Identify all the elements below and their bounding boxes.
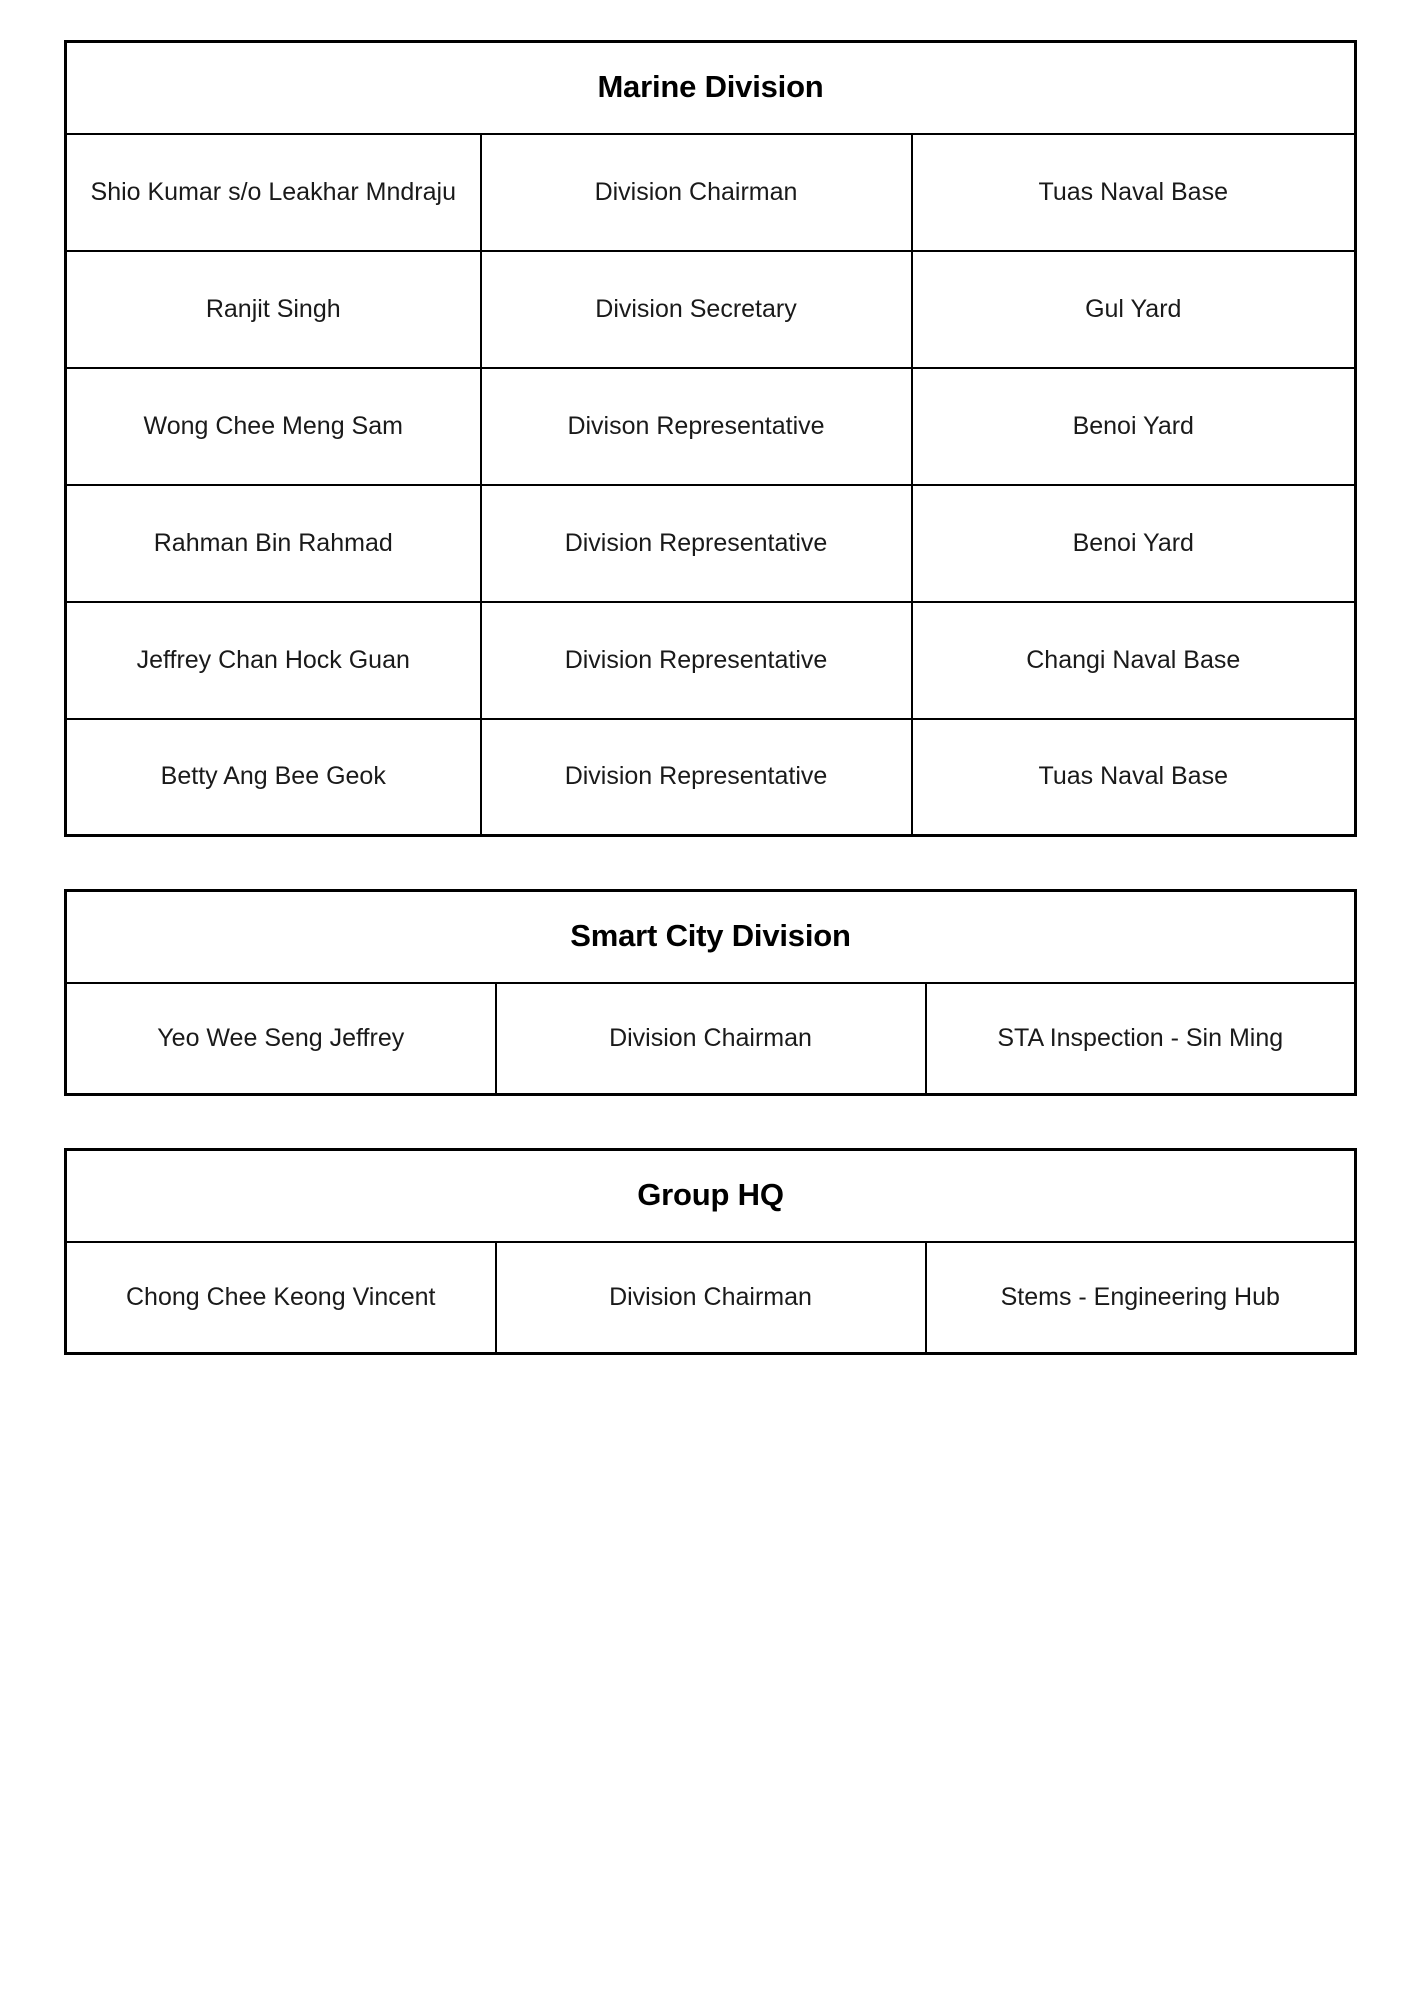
member-name: Wong Chee Meng Sam	[66, 368, 481, 485]
member-name: Shio Kumar s/o Leakhar Mndraju	[66, 134, 481, 251]
member-role: Division Chairman	[481, 134, 912, 251]
member-location: Changi Naval Base	[912, 602, 1356, 719]
division-title: Group HQ	[66, 1150, 1356, 1242]
member-location: STA Inspection - Sin Ming	[926, 983, 1356, 1095]
member-location: Gul Yard	[912, 251, 1356, 368]
table-row	[66, 719, 1356, 836]
member-role: Division Chairman	[496, 1242, 926, 1354]
group-hq-table	[64, 1148, 1357, 1355]
table-title-row	[66, 1150, 1356, 1242]
member-name: Chong Chee Keong Vincent	[66, 1242, 496, 1354]
member-location: Tuas Naval Base	[912, 719, 1356, 836]
member-name: Ranjit Singh	[66, 251, 481, 368]
division-title: Marine Division	[66, 42, 1356, 134]
table-spacer	[64, 837, 1350, 889]
table-row	[66, 983, 1356, 1095]
member-location: Benoi Yard	[912, 485, 1356, 602]
member-role: Division Secretary	[481, 251, 912, 368]
member-role: Division Representative	[481, 719, 912, 836]
member-location: Benoi Yard	[912, 368, 1356, 485]
member-role: Division Chairman	[496, 983, 926, 1095]
marine-division-table	[64, 40, 1357, 837]
table-row	[66, 134, 1356, 251]
member-role: Division Representative	[481, 485, 912, 602]
table-row	[66, 1242, 1356, 1354]
table-row	[66, 368, 1356, 485]
table-title-row	[66, 42, 1356, 134]
table-row	[66, 485, 1356, 602]
member-name: Jeffrey Chan Hock Guan	[66, 602, 481, 719]
member-role: Divison Representative	[481, 368, 912, 485]
table-row	[66, 602, 1356, 719]
table-title-row	[66, 891, 1356, 983]
member-name: Rahman Bin Rahmad	[66, 485, 481, 602]
member-name: Betty Ang Bee Geok	[66, 719, 481, 836]
member-location: Stems - Engineering Hub	[926, 1242, 1356, 1354]
smart-city-division-table	[64, 889, 1357, 1096]
division-title: Smart City Division	[66, 891, 1356, 983]
table-spacer	[64, 1096, 1350, 1148]
member-role: Division Representative	[481, 602, 912, 719]
member-location: Tuas Naval Base	[912, 134, 1356, 251]
table-row	[66, 251, 1356, 368]
member-name: Yeo Wee Seng Jeffrey	[66, 983, 496, 1095]
